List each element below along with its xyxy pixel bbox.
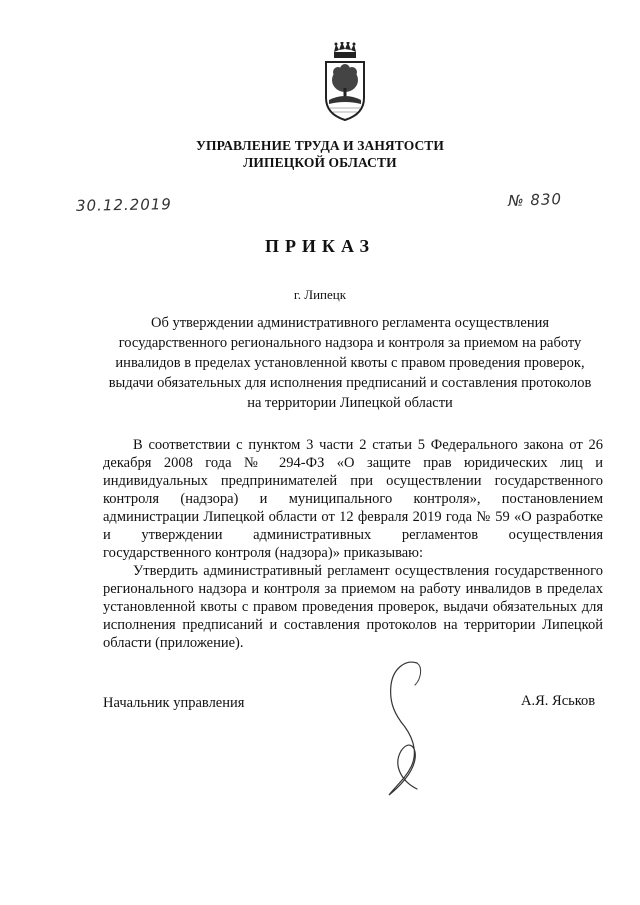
document-body — [103, 436, 603, 652]
organization-name-line-2: ЛИПЕЦКОЙ ОБЛАСТИ — [243, 155, 397, 170]
document-subject: Об утверждении административного регламента осуществления государственного регионального надзора и контроля за приемом на работу инвалидов в пределах установленной квоты с правом проведения проверок, выдачи обязательных для исполнения предписаний и составления протоколов на территории Липецкой области — [108, 315, 592, 411]
organization-name-line-1: УПРАВЛЕНИЕ ТРУДА И ЗАНЯТОСТИ — [195, 138, 445, 153]
handwritten-signature — [365, 655, 445, 805]
signer-name: А.Я. Яськов — [521, 693, 596, 709]
body-paragraph: В соответствии с пунктом 3 части 2 статьи 5 Федерального закона от 26 декабря 2008 года № 294-ФЗ «О защите прав юридических лиц и индивидуальных предпринимателей при осуществлении государственного контроля (надзора) и муниципального контроля», постановлением администрации Липецкой области от 12 февраля 2019 года № 59 «О разработке и утверждении административных регламентов осуществления государственного контроля (надзора)» приказываю: — [103, 437, 603, 561]
handwritten-date: 30.12.2019 — [75, 195, 173, 215]
city-label: г. Липецк — [293, 287, 347, 302]
body-paragraph: Утвердить административный регламент осуществления государственного регионального надзора и контроля за приемом на работу инвалидов в пределах установленной квоты с правом проведения проверок, выдачи обязательных для исполнения предписаний и составления протоколов на территории Липецкой области (приложение). — [103, 563, 603, 651]
signer-position: Начальник управления — [103, 695, 245, 711]
handwritten-order-number: № 830 — [507, 190, 563, 210]
document-title: ПРИКАЗ — [264, 236, 376, 256]
coat-of-arms-icon — [320, 42, 370, 122]
